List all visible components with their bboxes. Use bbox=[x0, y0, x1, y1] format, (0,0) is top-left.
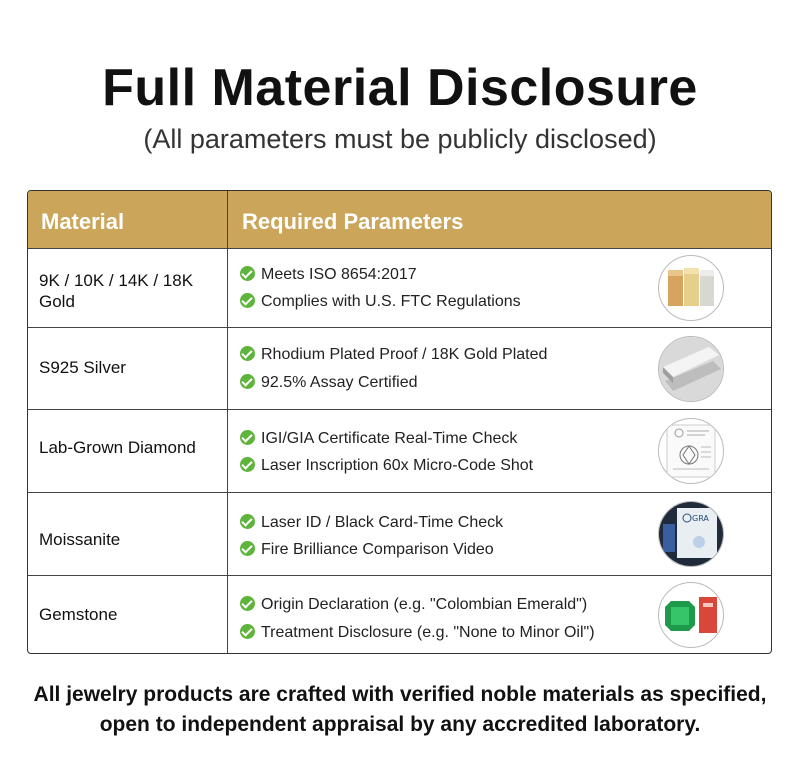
footer-disclaimer: All jewelry products are crafted with verified noble materials as specified, open to independent appraisal by any accredited laboratory. bbox=[33, 683, 767, 736]
parameter-item: Fire Brilliance Comparison Video bbox=[240, 540, 494, 560]
silver-bars-icon bbox=[658, 336, 724, 402]
check-icon bbox=[240, 293, 255, 308]
check-icon bbox=[240, 430, 255, 445]
gold-bars-icon bbox=[658, 255, 724, 321]
material-table bbox=[27, 190, 772, 654]
column-header-parameters: Required Parameters bbox=[242, 209, 464, 234]
table-row-gold bbox=[28, 248, 771, 327]
table-row-diamond bbox=[28, 409, 771, 492]
emerald-icon bbox=[658, 582, 724, 648]
check-icon bbox=[240, 541, 255, 556]
material-name: 9K / 10K / 14K / 18K Gold bbox=[39, 271, 194, 311]
check-icon bbox=[240, 346, 255, 361]
page-title: Full Material Disclosure bbox=[102, 59, 698, 117]
material-name: S925 Silver bbox=[39, 358, 126, 377]
parameter-item: Rhodium Plated Proof / 18K Gold Plated bbox=[240, 345, 547, 365]
gra-card-icon bbox=[658, 501, 724, 567]
check-icon bbox=[240, 374, 255, 389]
parameter-item: IGI/GIA Certificate Real-Time Check bbox=[240, 429, 517, 449]
gra-label: GRA bbox=[692, 514, 709, 523]
parameter-item: 92.5% Assay Certified bbox=[240, 373, 418, 393]
check-icon bbox=[240, 514, 255, 529]
material-name: Gemstone bbox=[39, 605, 118, 624]
check-icon bbox=[240, 457, 255, 472]
check-icon bbox=[240, 624, 255, 639]
parameter-item: Meets ISO 8654:2017 bbox=[240, 265, 417, 285]
parameter-item: Origin Declaration (e.g. "Colombian Emerald") bbox=[240, 595, 587, 615]
parameter-item: Treatment Disclosure (e.g. "None to Minor Oil") bbox=[240, 623, 595, 643]
parameter-item: Laser ID / Black Card-Time Check bbox=[240, 513, 503, 533]
table-row-moissanite bbox=[28, 492, 771, 575]
parameter-item: Laser Inscription 60x Micro-Code Shot bbox=[240, 456, 533, 476]
material-name: Lab-Grown Diamond bbox=[39, 438, 196, 457]
material-name: Moissanite bbox=[39, 530, 121, 549]
column-header-material: Material bbox=[41, 209, 125, 234]
page-subtitle: (All parameters must be publicly disclosed) bbox=[143, 124, 657, 154]
table-header bbox=[28, 191, 771, 248]
diamond-certificate-icon bbox=[658, 418, 724, 484]
check-icon bbox=[240, 266, 255, 281]
check-icon bbox=[240, 596, 255, 611]
table-row-gemstone bbox=[28, 575, 771, 654]
parameter-item: Complies with U.S. FTC Regulations bbox=[240, 292, 521, 312]
table-row-silver bbox=[28, 327, 771, 409]
